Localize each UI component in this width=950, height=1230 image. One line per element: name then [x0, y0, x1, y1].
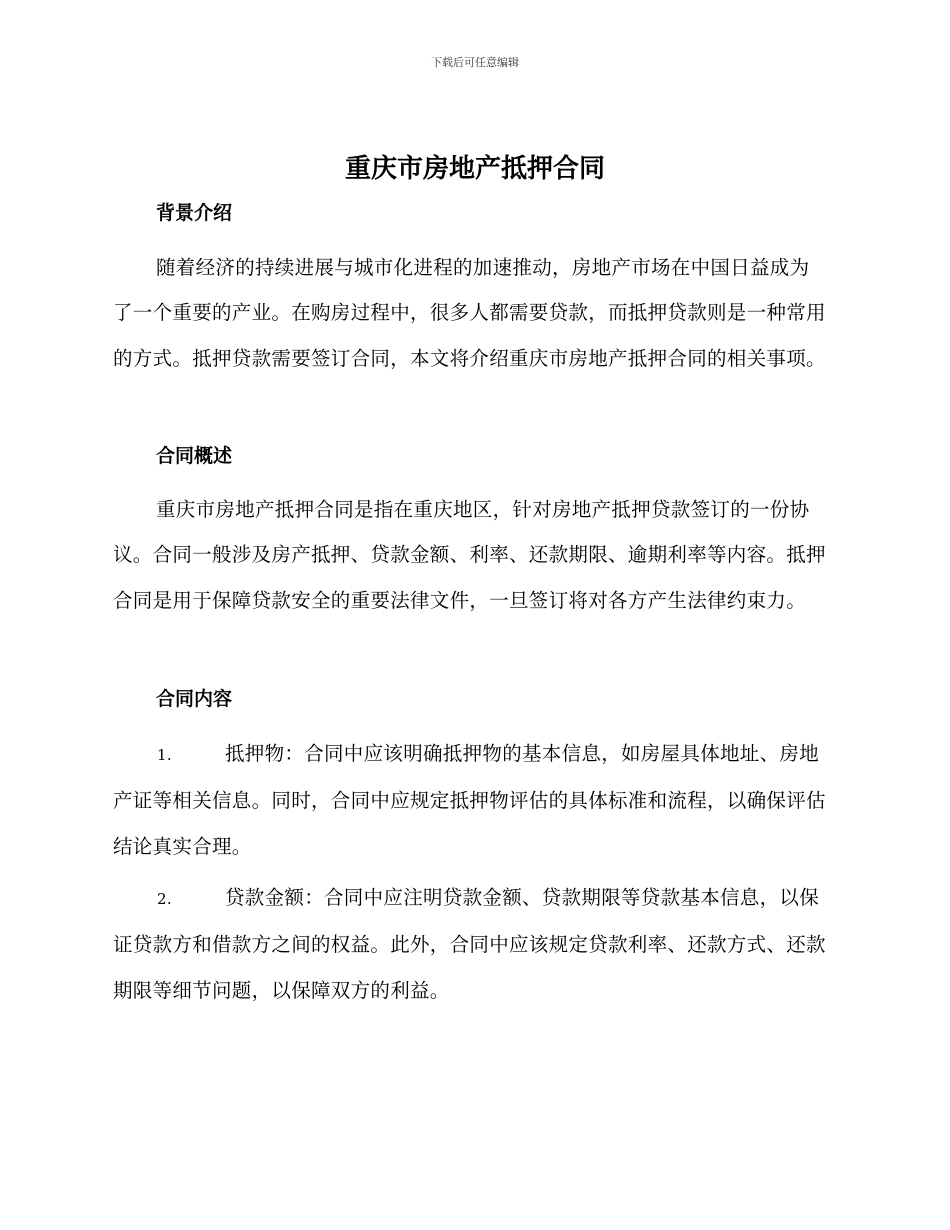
list-item-number: 2.	[157, 890, 172, 908]
list-item	[113, 731, 829, 869]
list-item-text: 抵押物：合同中应该明确抵押物的基本信息，如房屋具体地址、房地产证等相关信息。同时，合同中应规定抵押物评估的具体标准和流程，以确保评估结论真实合理。	[113, 742, 826, 858]
section-heading-background: 背景介绍	[156, 202, 233, 224]
section-heading-content: 合同内容	[156, 688, 233, 710]
list-item	[113, 875, 829, 1013]
section-heading-overview: 合同概述	[156, 445, 233, 467]
list-item-text: 贷款金额：合同中应注明贷款金额、贷款期限等贷款基本信息，以保证贷款方和借款方之间的权益。此外，合同中应该规定贷款利率、还款方式、还款期限等细节问题，以保障双方的利益。	[113, 886, 826, 1002]
header-note: 下载后可任意编辑	[431, 56, 519, 69]
document-title: 重庆市房地产抵押合同	[344, 154, 605, 184]
paragraph-background: 随着经济的持续进展与城市化进程的加速推动，房地产市场在中国日益成为了一个重要的产业。在购房过程中，很多人都需要贷款，而抵押贷款则是一种常用的方式。抵押贷款需要签订合同，本文将介绍重庆市房地产抵押合同的相关事项。	[113, 256, 826, 370]
paragraph-overview: 重庆市房地产抵押合同是指在重庆地区，针对房地产抵押贷款签订的一份协议。合同一般涉及房产抵押、贷款金额、利率、还款期限、逾期利率等内容。抵押合同是用于保障贷款安全的重要法律文件，一旦签订将对各方产生法律约束力。	[113, 498, 826, 612]
list-item-number: 1.	[157, 746, 172, 764]
